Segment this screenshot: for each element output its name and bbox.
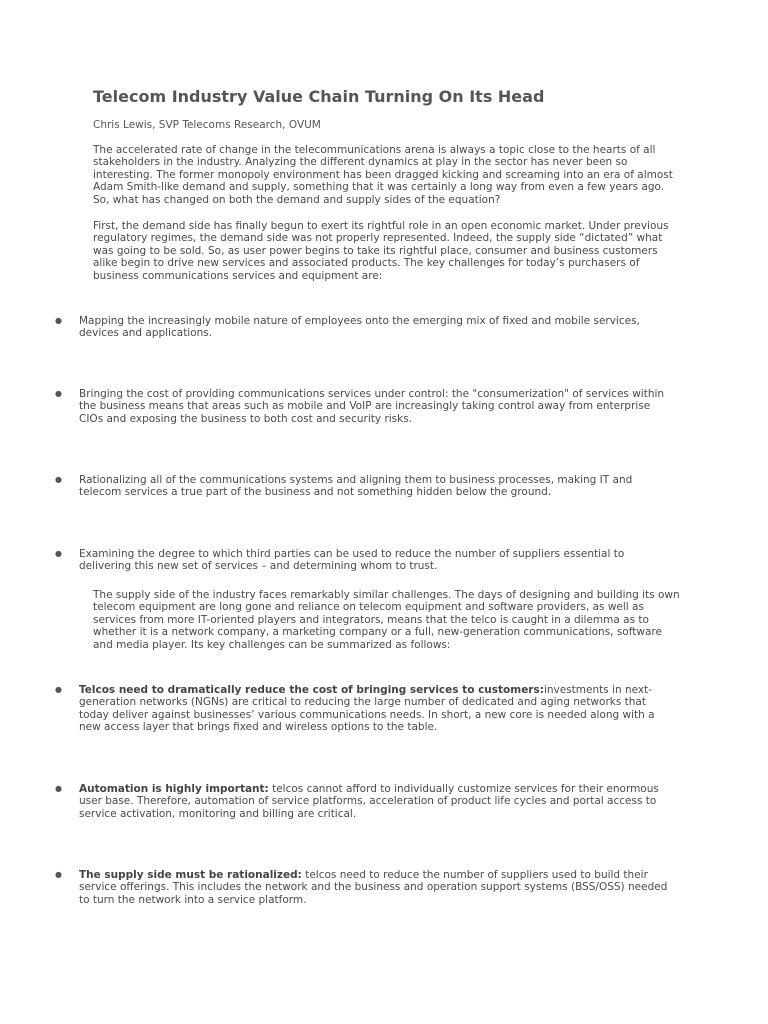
bullet-icon: ● xyxy=(55,389,62,398)
list-item-body: telcos need to reduce the number of suppliers used to build their service offerings. This includes the network and the business and operation support systems (BSS/OSS) needed to turn the network into a service platform. xyxy=(79,869,668,906)
list-item-lead: The supply side must be rationalized: xyxy=(79,869,302,881)
bullet-icon: ● xyxy=(55,784,62,793)
bullet-icon: ● xyxy=(55,475,62,484)
list-item-text: Examining the degree to which third parties can be used to reduce the number of suppliers essential to delivering this new set of services – and determining whom to trust. xyxy=(79,548,625,573)
list-item xyxy=(55,869,675,906)
bullet-icon: ● xyxy=(55,316,62,325)
list-item-text: Bringing the cost of providing communications services under control: the "consumerization" of services within the business means that areas such as mobile and VoIP are increasingly taking control away from enterprise CIOs and exposing the business to both cost and security risks. xyxy=(79,388,665,425)
list-item xyxy=(55,315,675,340)
list-item-lead: Automation is highly important: xyxy=(79,783,269,795)
list-item xyxy=(55,783,675,820)
bullet-icon: ● xyxy=(55,870,62,879)
bullet-icon: ● xyxy=(55,549,62,558)
intro-paragraph: The accelerated rate of change in the telecommunications arena is always a topic close to the hearts of all stakeholders in the industry. Analyzing the different dynamics at play in the sector has never been so interesting. The former monopoly environment has been dragged kicking and screaming into an era of almost Adam Smith-like demand and supply, something that it was certainly a long way from even a few years ago. So, what has changed on both the demand and supply sides of the equation? xyxy=(93,144,673,206)
list-item xyxy=(55,474,675,499)
list-item xyxy=(55,388,675,425)
list-item-lead: Telcos need to dramatically reduce the cost of bringing services to customers: xyxy=(79,684,544,696)
list-item-text xyxy=(79,684,675,734)
list-item-text xyxy=(79,783,675,820)
list-item-body: investments in next-generation networks (NGNs) are critical to reducing the large number of dedicated and aging networks that today deliver against businesses’ various communications needs. In short, a new core is needed along with a new access layer that brings fixed and wireless options to the table. xyxy=(79,684,655,734)
list-item-text: Rationalizing all of the communications systems and aligning them to business processes, making IT and telecom services a true part of the business and not something hidden below the ground. xyxy=(79,474,633,499)
supply-side-paragraph: The supply side of the industry faces remarkably similar challenges. The days of designing and building its own telecom equipment are long gone and reliance on telecom equipment and software providers, as well as services from more IT-oriented players and integrators, means that the telco is caught in a dilemma as to whether it is a network company, a marketing company or a full, new-generation communications, software and media player. Its key challenges can be summarized as follows: xyxy=(93,589,680,651)
list-item xyxy=(55,684,675,734)
bullet-icon: ● xyxy=(55,685,62,694)
demand-side-paragraph: First, the demand side has finally begun to exert its rightful role in an open economic market. Under previous regulatory regimes, the demand side was not properly represented. Indeed, the supply side “dictated” what was going to be sold. So, as user power begins to take its rightful place, consumer and business customers alike begin to drive new services and associated products. The key challenges for today’s purchasers of business communications services and equipment are: xyxy=(93,220,669,282)
list-item-body: telcos cannot afford to individually customize services for their enormous user base. Therefore, automation of service platforms, acceleration of product life cycles and portal access to service activation, monitoring and billing are critical. xyxy=(79,783,659,820)
list-item xyxy=(55,548,675,573)
list-item-text xyxy=(79,869,675,906)
list-item-text: Mapping the increasingly mobile nature of employees onto the emerging mix of fixed and mobile services, devices and applications. xyxy=(79,315,640,340)
article-byline: Chris Lewis, SVP Telecoms Research, OVUM xyxy=(93,119,321,131)
article-title: Telecom Industry Value Chain Turning On Its Head xyxy=(93,87,545,106)
